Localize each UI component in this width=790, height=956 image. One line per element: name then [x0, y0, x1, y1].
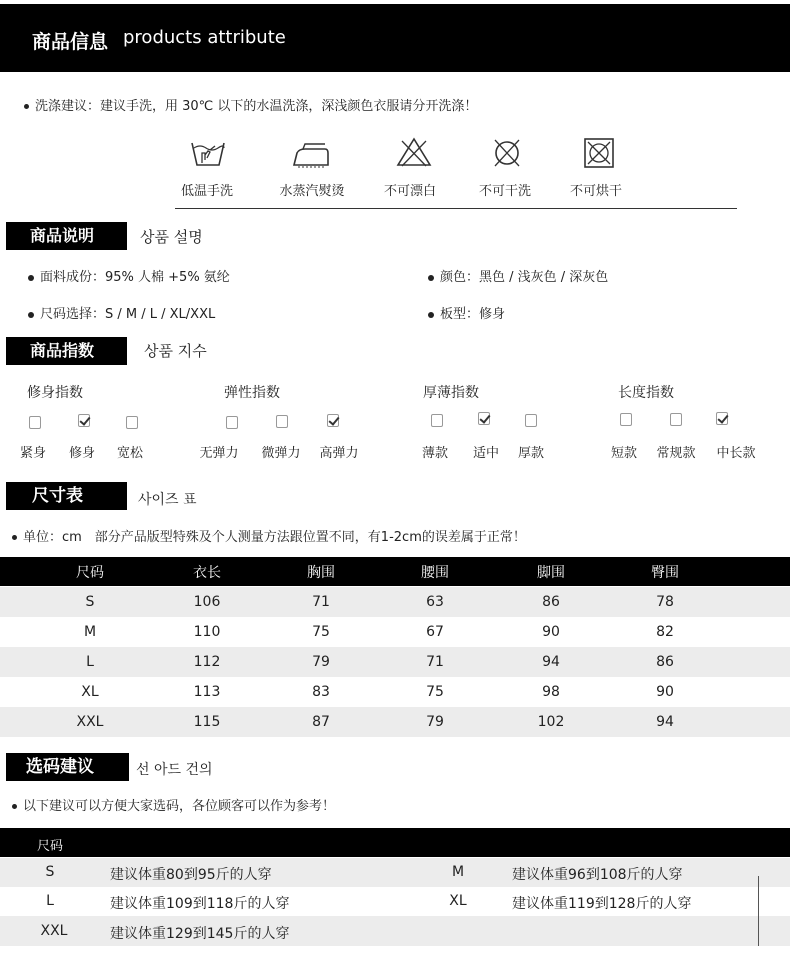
index-title-length: 长度指数 [618, 385, 674, 401]
care-label-no-bleach: 不可漂白 [383, 184, 436, 199]
cell-chest: 75 [312, 624, 330, 640]
no-bleach-icon [394, 136, 434, 168]
checkbox-tight [29, 416, 41, 429]
rec-size: S [45, 864, 55, 880]
header-title: 商品信息 [32, 31, 109, 53]
cell-length: 113 [193, 684, 221, 700]
table-row [0, 887, 790, 916]
header-length: 衣长 [193, 565, 221, 581]
section-subtitle-description: 상품 설명 [140, 228, 203, 246]
section-title-recommend: 选码建议 [6, 753, 129, 781]
cell-chest: 71 [312, 594, 330, 610]
table-row [0, 647, 790, 677]
wash-note [24, 95, 477, 114]
option-regular: 常规款 [656, 446, 696, 461]
wash-note-text: 洗涤建议：建议手洗，用 30℃ 以下的水温洗涤，深浅颜色衣服请分开洗涤！ [35, 99, 478, 114]
cell-chest: 87 [312, 714, 330, 730]
cell-length: 106 [193, 594, 221, 610]
rec-text: 建议体重96到108斤的人穿 [512, 867, 683, 883]
cell-chest: 79 [312, 654, 330, 670]
rec-text: 建议体重109到118斤的人穿 [110, 896, 290, 912]
index-title-elasticity: 弹性指数 [224, 385, 280, 401]
option-slim: 修身 [68, 446, 95, 461]
checkbox-medium-checked [478, 412, 490, 425]
rec-size: M [451, 864, 465, 880]
table-row [0, 858, 790, 887]
cell-size: XL [81, 684, 99, 700]
rec-text: 建议体重119到128斤的人穿 [512, 896, 692, 912]
section-subtitle-index: 상품 지수 [144, 342, 207, 360]
care-label-steam-iron: 水蒸汽熨烫 [279, 184, 345, 199]
table-row [0, 587, 790, 617]
option-thick: 厚款 [517, 446, 544, 461]
checkbox-thin [431, 414, 443, 427]
checkbox-slight-stretch [276, 415, 288, 428]
header-subtitle: products attribute [123, 27, 286, 48]
cell-hip: 86 [656, 654, 674, 670]
index-title-fit: 修身指数 [27, 385, 83, 401]
care-label-no-tumble-dry: 不可烘干 [569, 184, 622, 199]
header-chest: 胸围 [307, 565, 335, 581]
section-title-description: 商品说明 [6, 222, 127, 250]
cell-hip: 94 [656, 714, 674, 730]
checkbox-regular [670, 413, 682, 426]
recommend-note: 以下建议可以方便大家选码，各位顾客可以作为参考！ [12, 795, 335, 814]
cell-waist: 67 [426, 624, 444, 640]
header-bar [0, 4, 790, 72]
description-fabric: 面料成份：95% 人棉 +5% 氨纶 [28, 266, 230, 285]
recommend-header-size: 尺码 [36, 839, 63, 854]
cell-waist: 71 [426, 654, 444, 670]
option-no-stretch: 无弹力 [199, 446, 239, 461]
checkbox-short [620, 413, 632, 426]
cell-hem: 102 [537, 714, 565, 730]
section-subtitle-size-table: 사이즈 표 [138, 492, 197, 508]
rec-size: XL [449, 893, 467, 909]
size-note: 单位：cm 部分产品版型特殊及个人测量方法跟位置不同，有1-2cm的误差属于正常！ [12, 526, 526, 545]
bullet-dot [24, 104, 29, 109]
description-color: 颜色：黑色 / 浅灰色 / 深灰色 [428, 266, 608, 285]
care-label-hand-wash: 低温手洗 [180, 184, 233, 199]
rec-text: 建议体重80到95斤的人穿 [110, 867, 272, 883]
option-medium: 适中 [472, 446, 499, 461]
rec-text: 建议体重129到145斤的人穿 [110, 926, 290, 942]
hand-wash-icon [188, 137, 228, 169]
cell-hem: 94 [542, 654, 560, 670]
cell-size: S [85, 594, 95, 610]
description-sizes: 尺码选择：S / M / L / XL/XXL [28, 303, 215, 322]
cell-size: XXL [76, 714, 104, 730]
cell-hem: 86 [542, 594, 560, 610]
option-mid-long: 中长款 [716, 446, 756, 461]
index-title-thickness: 厚薄指数 [423, 385, 479, 401]
cell-length: 110 [193, 624, 221, 640]
section-title-index: 商品指数 [6, 337, 127, 365]
option-short: 短款 [610, 446, 637, 461]
vertical-divider [758, 876, 759, 946]
cell-waist: 63 [426, 594, 444, 610]
header-size: 尺码 [76, 565, 104, 581]
cell-size: M [83, 624, 97, 640]
cell-hip: 90 [656, 684, 674, 700]
cell-hip: 82 [656, 624, 674, 640]
cell-hip: 78 [656, 594, 674, 610]
care-label-no-dry-clean: 不可干洗 [478, 184, 531, 199]
checkbox-thick [525, 414, 537, 427]
size-table-header [0, 557, 790, 586]
header-waist: 腰围 [421, 565, 449, 581]
table-row [0, 707, 790, 737]
option-loose: 宽松 [116, 446, 143, 461]
description-fit: 板型：修身 [428, 303, 505, 322]
option-high-stretch: 高弹力 [319, 446, 359, 461]
cell-waist: 79 [426, 714, 444, 730]
table-row [0, 617, 790, 647]
cell-hem: 90 [542, 624, 560, 640]
table-row [0, 677, 790, 707]
section-subtitle-recommend: 선 아드 건의 [136, 762, 213, 778]
header-hem: 脚围 [537, 565, 565, 581]
option-thin: 薄款 [421, 446, 448, 461]
header-hip: 臀围 [651, 565, 679, 581]
table-row [0, 916, 790, 946]
recommend-table-header [0, 828, 790, 857]
checkbox-no-stretch [226, 416, 238, 429]
cell-chest: 83 [312, 684, 330, 700]
checkbox-slim-checked [78, 414, 90, 427]
no-dry-clean-icon [487, 136, 527, 168]
divider [175, 208, 737, 209]
checkbox-loose [126, 416, 138, 429]
checkbox-high-stretch-checked [327, 414, 339, 427]
option-slight-stretch: 微弹力 [261, 446, 301, 461]
steam-iron-icon [291, 139, 331, 171]
option-tight: 紧身 [19, 446, 46, 461]
cell-length: 115 [193, 714, 221, 730]
cell-length: 112 [193, 654, 221, 670]
no-tumble-dry-icon [579, 136, 619, 168]
rec-size: L [46, 893, 54, 909]
cell-waist: 75 [426, 684, 444, 700]
cell-size: L [86, 654, 94, 670]
checkbox-mid-long-checked [716, 412, 728, 425]
section-title-size-table: 尺寸表 [6, 482, 127, 510]
rec-size: XXL [40, 923, 68, 939]
cell-hem: 98 [542, 684, 560, 700]
